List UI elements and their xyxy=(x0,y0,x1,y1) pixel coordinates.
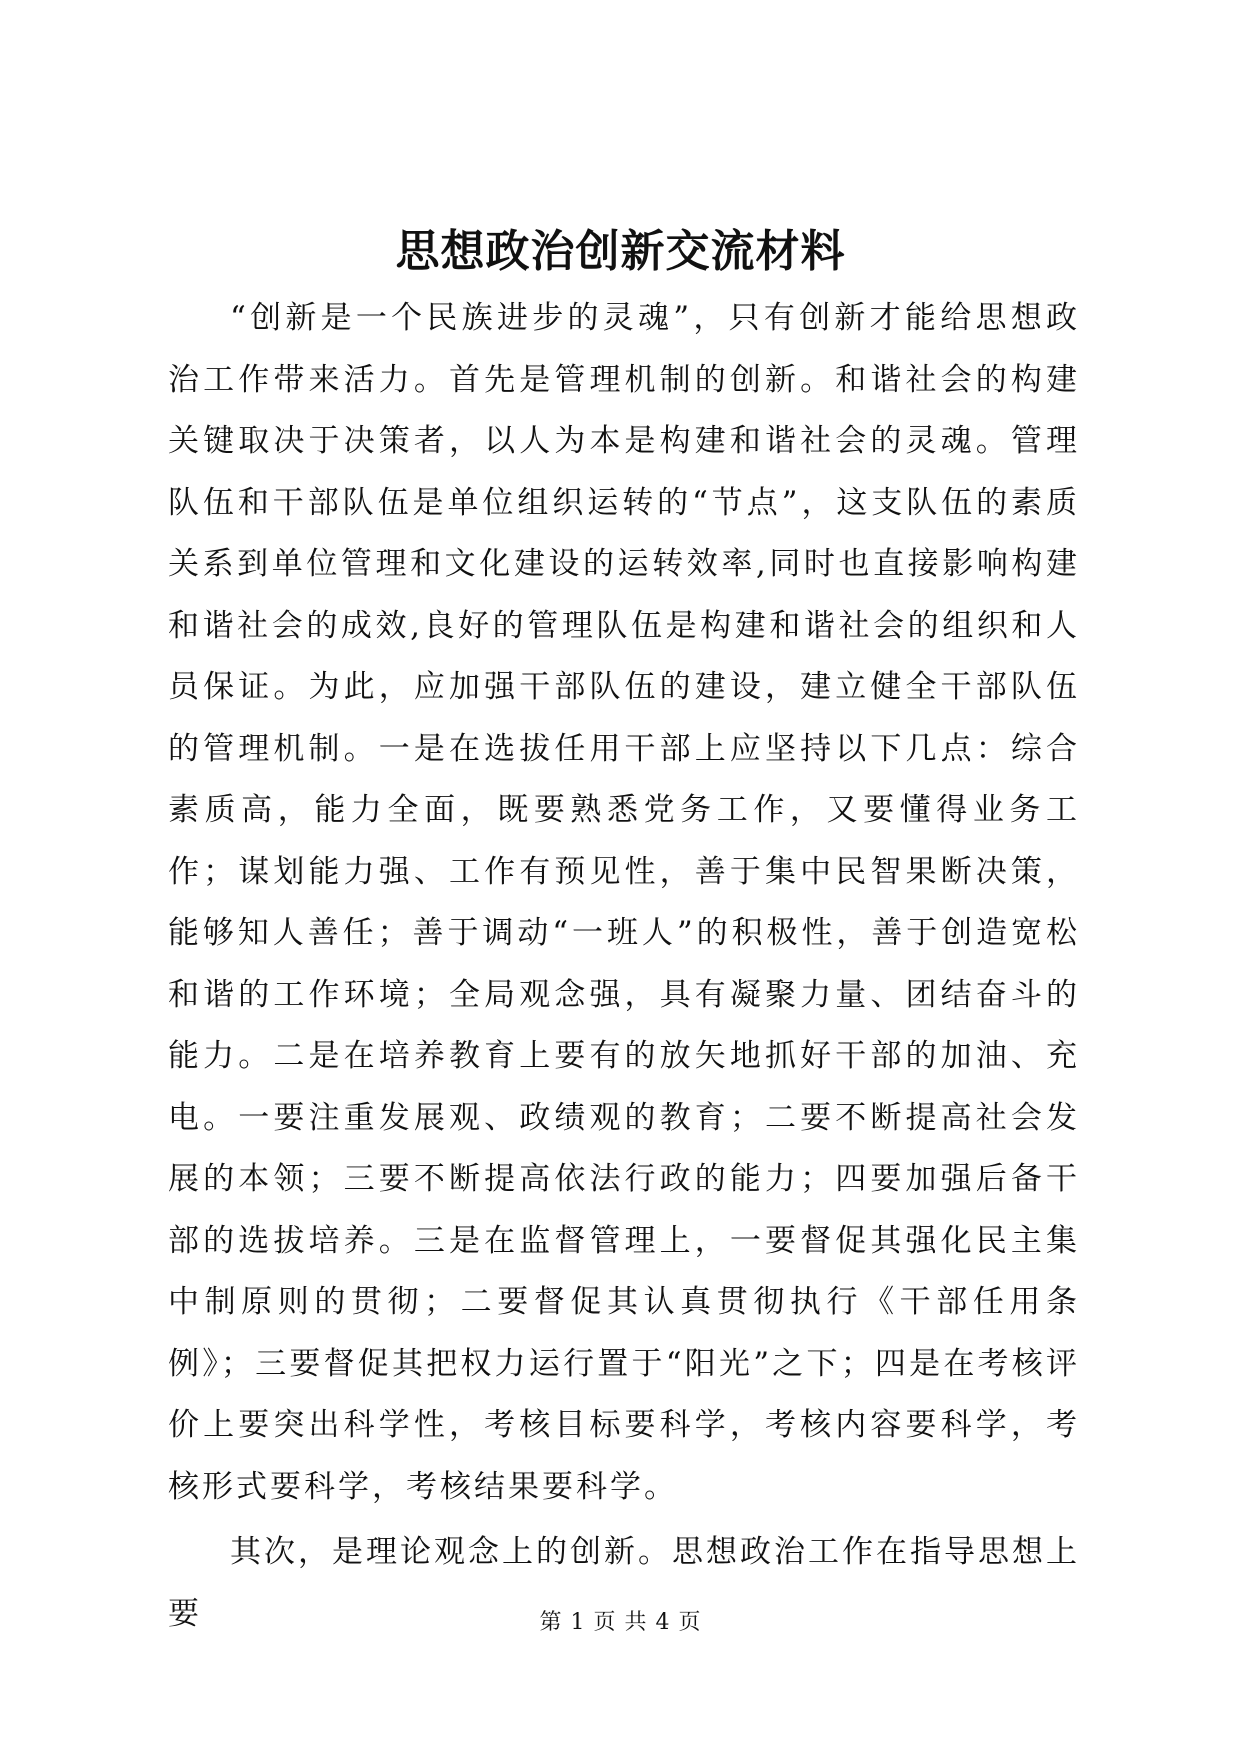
paragraph-1: “创新是一个民族进步的灵魂”，只有创新才能给思想政治工作带来活力。首先是管理机制的创新。和谐社会的构建关键取决于决策者，以人为本是构建和谐社会的灵魂。管理队伍和干部队伍是单位组织运转的“节点”，这支队伍的素质关系到单位管理和文化建设的运转效率,同时也直接影响构建和谐社会的成效,良好的管理队伍是构建和谐社会的组织和人员保证。为此，应加强干部队伍的建设，建立健全干部队伍的管理机制。一是在选拔任用干部上应坚持以下几点：综合素质高，能力全面，既要熟悉党务工作，又要懂得业务工作；谋划能力强、工作有预见性，善于集中民智果断决策，能够知人善任；善于调动“一班人”的积极性，善于创造宽松和谐的工作环境；全局观念强，具有凝聚力量、团结奋斗的能力。二是在培养教育上要有的放矢地抓好干部的加油、充电。一要注重发展观、政绩观的教育；二要不断提高社会发展的本领；三要不断提高依法行政的能力；四要加强后备干部的选拔培养。三是在监督管理上，一要督促其强化民主集中制原则的贯彻；二要督促其认真贯彻执行《干部任用条例》；三要督促其把权力运行置于“阳光”之下；四是在考核评价上要突出科学性，考核目标要科学，考核内容要科学，考核形式要科学，考核结果要科学。 xyxy=(168,300,1080,1505)
document-body xyxy=(168,288,1080,1645)
paragraph-2: 其次，是理论观念上的创新。思想政治工作在指导思想上要 xyxy=(168,1534,1080,1632)
document-title: 思想政治创新交流材料 xyxy=(395,226,846,277)
page-footer: 第 1 页 共 4 页 xyxy=(539,1610,702,1635)
